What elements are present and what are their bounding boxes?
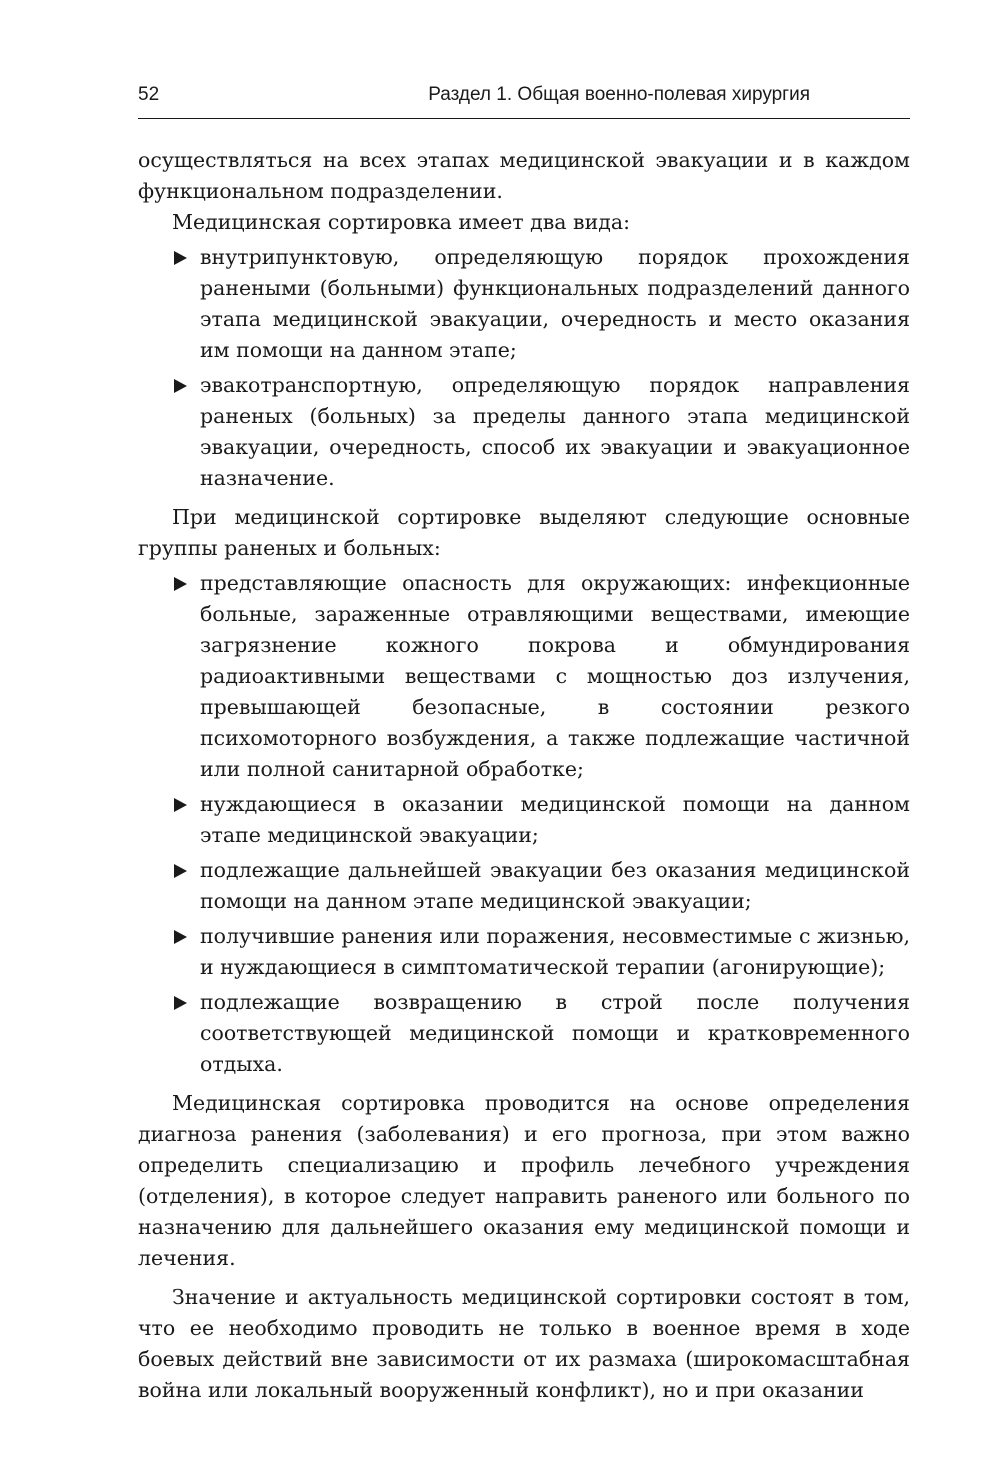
triangle-bullet-icon bbox=[174, 251, 187, 265]
paragraph-sorting-basis: Медицинская сортировка проводится на основе определения диагноза ранения (заболевания) и его прогноза, при этом важно определить специализацию и профиль лечебного учреждения (отделения), в которое следует направить раненого или больного по назначению для дальнейшего оказания ему медицинской помощи и лечения. bbox=[138, 1091, 910, 1270]
triangle-bullet-icon bbox=[174, 996, 187, 1010]
list-item-text: подлежащие возвращению в строй после получения соответствующей медицинской помощи и кратковременного отдыха. bbox=[200, 990, 910, 1076]
list-item-text: внутрипунктовую, определяющую порядок прохождения ранеными (больными) функциональных подразделений данного этапа медицинской эвакуации, очередность и место оказания им помощи на данном этапе; bbox=[200, 245, 910, 362]
triangle-bullet-icon bbox=[174, 577, 187, 591]
list-item bbox=[200, 855, 910, 917]
list-item bbox=[200, 370, 910, 494]
paragraph-sorting-importance: Значение и актуальность медицинской сортировки состоят в том, что ее необходимо проводить не только в военное время в ходе боевых действий вне зависимости от их размаха (широкомасштабная война или локальный вооруженный конфликт), но и при оказании bbox=[138, 1285, 910, 1402]
body-text bbox=[138, 145, 910, 1406]
list-item-text: подлежащие дальнейшей эвакуации без оказания медицинской помощи на данном этапе медицинской эвакуации; bbox=[200, 858, 910, 913]
list-item-text: получившие ранения или поражения, несовместимые с жизнью, и нуждающиеся в симптоматической терапии (агонирующие); bbox=[200, 924, 910, 979]
page-number: 52 bbox=[138, 84, 160, 105]
triangle-bullet-icon bbox=[174, 930, 187, 944]
list-item-text: нуждающиеся в оказании медицинской помощи на данном этапе медицинской эвакуации; bbox=[200, 792, 910, 847]
list-item bbox=[200, 242, 910, 366]
list-item-text: представляющие опасность для окружающих: инфекционные больные, зараженные отравляющими веществами, имеющие загрязнение кожного покрова и обмундирования радиоактивными веществами с мощностью доз излучения, превышающей безопасные, в состоянии резкого психомоторного возбуждения, а также подлежащие частичной или полной санитарной обработке; bbox=[200, 571, 910, 781]
running-head bbox=[138, 80, 910, 110]
header-rule bbox=[138, 118, 910, 119]
list-item-text: эвакотранспортную, определяющую порядок направления раненых (больных) за пределы данного этапа медицинской эвакуации, очередность, способ их эвакуации и эвакуационное назначение. bbox=[200, 373, 910, 490]
sorting-groups-list bbox=[138, 568, 910, 1080]
paragraph-sorting-groups: При медицинской сортировке выделяют следующие основные группы раненых и больных: bbox=[138, 505, 910, 560]
triangle-bullet-icon bbox=[174, 379, 187, 393]
section-title: Раздел 1. Общая военно-полевая хирургия bbox=[428, 84, 810, 105]
paragraph-sorting-types: Медицинская сортировка имеет два вида: bbox=[172, 210, 630, 234]
list-item bbox=[200, 789, 910, 851]
sorting-types-list bbox=[138, 242, 910, 494]
list-item bbox=[200, 987, 910, 1080]
list-item bbox=[200, 568, 910, 785]
triangle-bullet-icon bbox=[174, 864, 187, 878]
paragraph-continuation: осуществляться на всех этапах медицинской эвакуации и в каждом функциональном подразделении. bbox=[138, 148, 910, 203]
list-item bbox=[200, 921, 910, 983]
triangle-bullet-icon bbox=[174, 798, 187, 812]
